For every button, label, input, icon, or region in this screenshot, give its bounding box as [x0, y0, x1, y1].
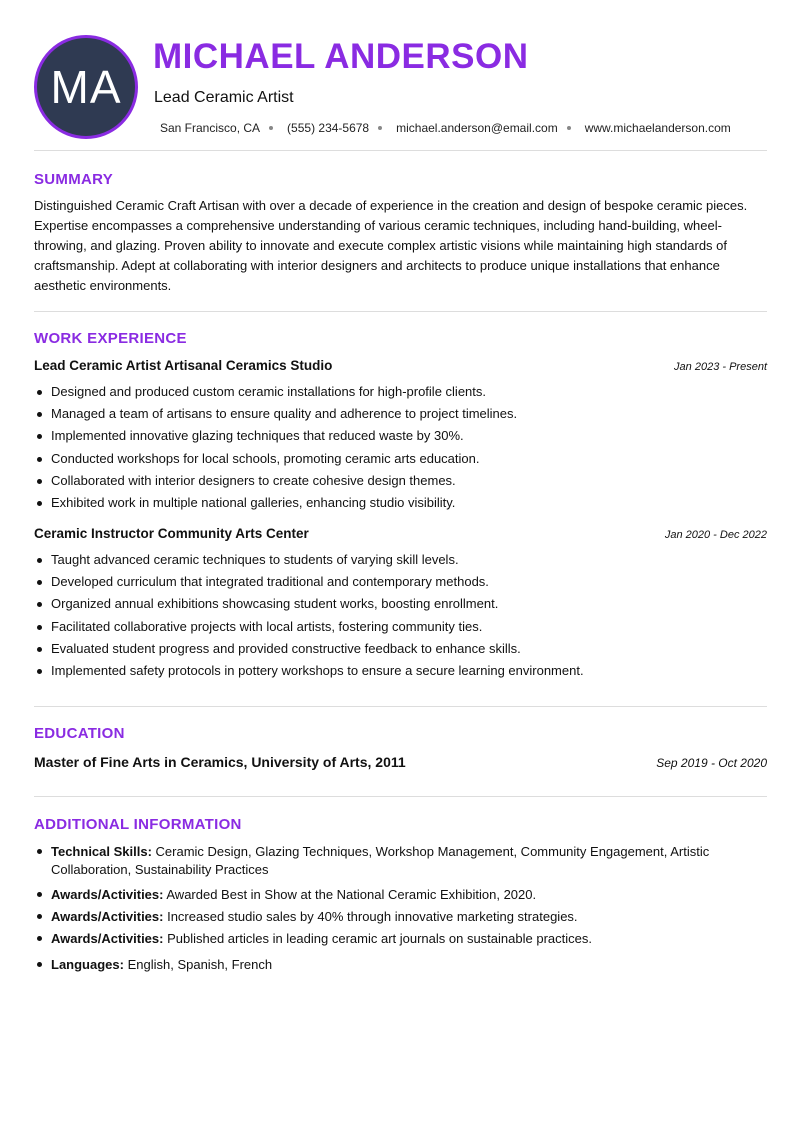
list-item: Organized annual exhibitions showcasing student works, boosting enrollment. — [34, 593, 767, 615]
contact-email[interactable]: michael.anderson@email.com — [396, 121, 558, 135]
job-date: Jan 2020 - Dec 2022 — [664, 529, 767, 541]
info-text: Published articles in leading ceramic art journals on sustainable practices. — [163, 931, 592, 946]
list-item: Evaluated student progress and provided constructive feedback to enhance skills. — [34, 638, 767, 660]
list-item — [34, 930, 767, 948]
avatar-initials: MA — [50, 61, 122, 113]
list-item: Collaborated with interior designers to create cohesive design themes. — [34, 470, 767, 492]
info-text: Ceramic Design, Glazing Techniques, Workshop Management, Community Engagement, Artistic Collaboration, Sustainability Practices — [51, 844, 710, 877]
list-item: Implemented safety protocols in pottery workshops to ensure a secure learning environment. — [34, 660, 767, 682]
list-item: Taught advanced ceramic techniques to students of varying skill levels. — [34, 549, 767, 571]
list-item: Exhibited work in multiple national galleries, enhancing studio visibility. — [34, 492, 767, 514]
info-label: Technical Skills: — [51, 844, 152, 859]
list-item: Conducted workshops for local schools, promoting ceramic arts education. — [34, 448, 767, 470]
job-role: Ceramic Instructor Community Arts Center — [34, 526, 309, 541]
info-text: Increased studio sales by 40% through innovative marketing strategies. — [163, 909, 578, 924]
list-item: Designed and produced custom ceramic installations for high-profile clients. — [34, 381, 767, 403]
contact-phone: (555) 234-5678 — [287, 121, 370, 135]
separator-dot-icon — [567, 126, 571, 130]
list-item — [34, 956, 767, 974]
candidate-title: Lead Ceramic Artist — [154, 89, 294, 106]
candidate-name: MICHAEL ANDERSON — [153, 37, 529, 76]
list-item — [34, 843, 767, 879]
info-text: English, Spanish, French — [123, 957, 273, 972]
education-entry — [34, 754, 767, 770]
section-title-education: EDUCATION — [34, 725, 125, 742]
divider — [34, 706, 767, 707]
job-bullets — [34, 549, 767, 682]
education-date: Sep 2019 - Oct 2020 — [656, 756, 767, 770]
info-label: Awards/Activities: — [51, 909, 164, 924]
contact-location: San Francisco, CA — [160, 121, 261, 135]
section-title-experience: WORK EXPERIENCE — [34, 330, 187, 347]
list-item: Managed a team of artisans to ensure quality and adherence to project timelines. — [34, 403, 767, 425]
divider — [34, 150, 767, 151]
info-label: Awards/Activities: — [51, 887, 164, 902]
avatar — [34, 35, 138, 139]
info-text: Awarded Best in Show at the National Ceramic Exhibition, 2020. — [163, 887, 537, 902]
section-title-additional: ADDITIONAL INFORMATION — [34, 816, 242, 833]
job-header — [34, 358, 767, 373]
job-bullets — [34, 381, 767, 514]
summary-text: Distinguished Ceramic Craft Artisan with over a decade of experience in the creation and design of bespoke ceramic pieces. Expertise encompasses a comprehensive understanding of various ceramic techniques, including hand-building, wheel-throwing, and glazing. Proven ability to innovate and execute complex artistic visions while maintaining high standards of craftsmanship. Adept at collaborating with interior designers and architects to produce unique installations that enhance aesthetic environments. — [34, 198, 748, 293]
additional-info-list — [34, 843, 767, 974]
job-header — [34, 526, 767, 541]
contact-bar — [160, 121, 731, 135]
job-role: Lead Ceramic Artist Artisanal Ceramics Studio — [34, 358, 333, 373]
education-degree: Master of Fine Arts in Ceramics, University of Arts, 2011 — [34, 754, 406, 770]
divider — [34, 796, 767, 797]
job-date: Jan 2023 - Present — [674, 361, 767, 373]
contact-website[interactable]: www.michaelanderson.com — [584, 121, 731, 135]
list-item: Developed curriculum that integrated traditional and contemporary methods. — [34, 571, 767, 593]
divider — [34, 311, 767, 312]
info-label: Languages: — [51, 957, 124, 972]
list-item: Implemented innovative glazing techniques that reduced waste by 30%. — [34, 425, 767, 447]
separator-dot-icon — [378, 126, 382, 130]
separator-dot-icon — [269, 126, 273, 130]
section-title-summary: SUMMARY — [34, 171, 114, 188]
info-label: Awards/Activities: — [51, 931, 164, 946]
list-item — [34, 908, 767, 926]
list-item — [34, 886, 767, 904]
list-item: Facilitated collaborative projects with local artists, fostering community ties. — [34, 616, 767, 638]
